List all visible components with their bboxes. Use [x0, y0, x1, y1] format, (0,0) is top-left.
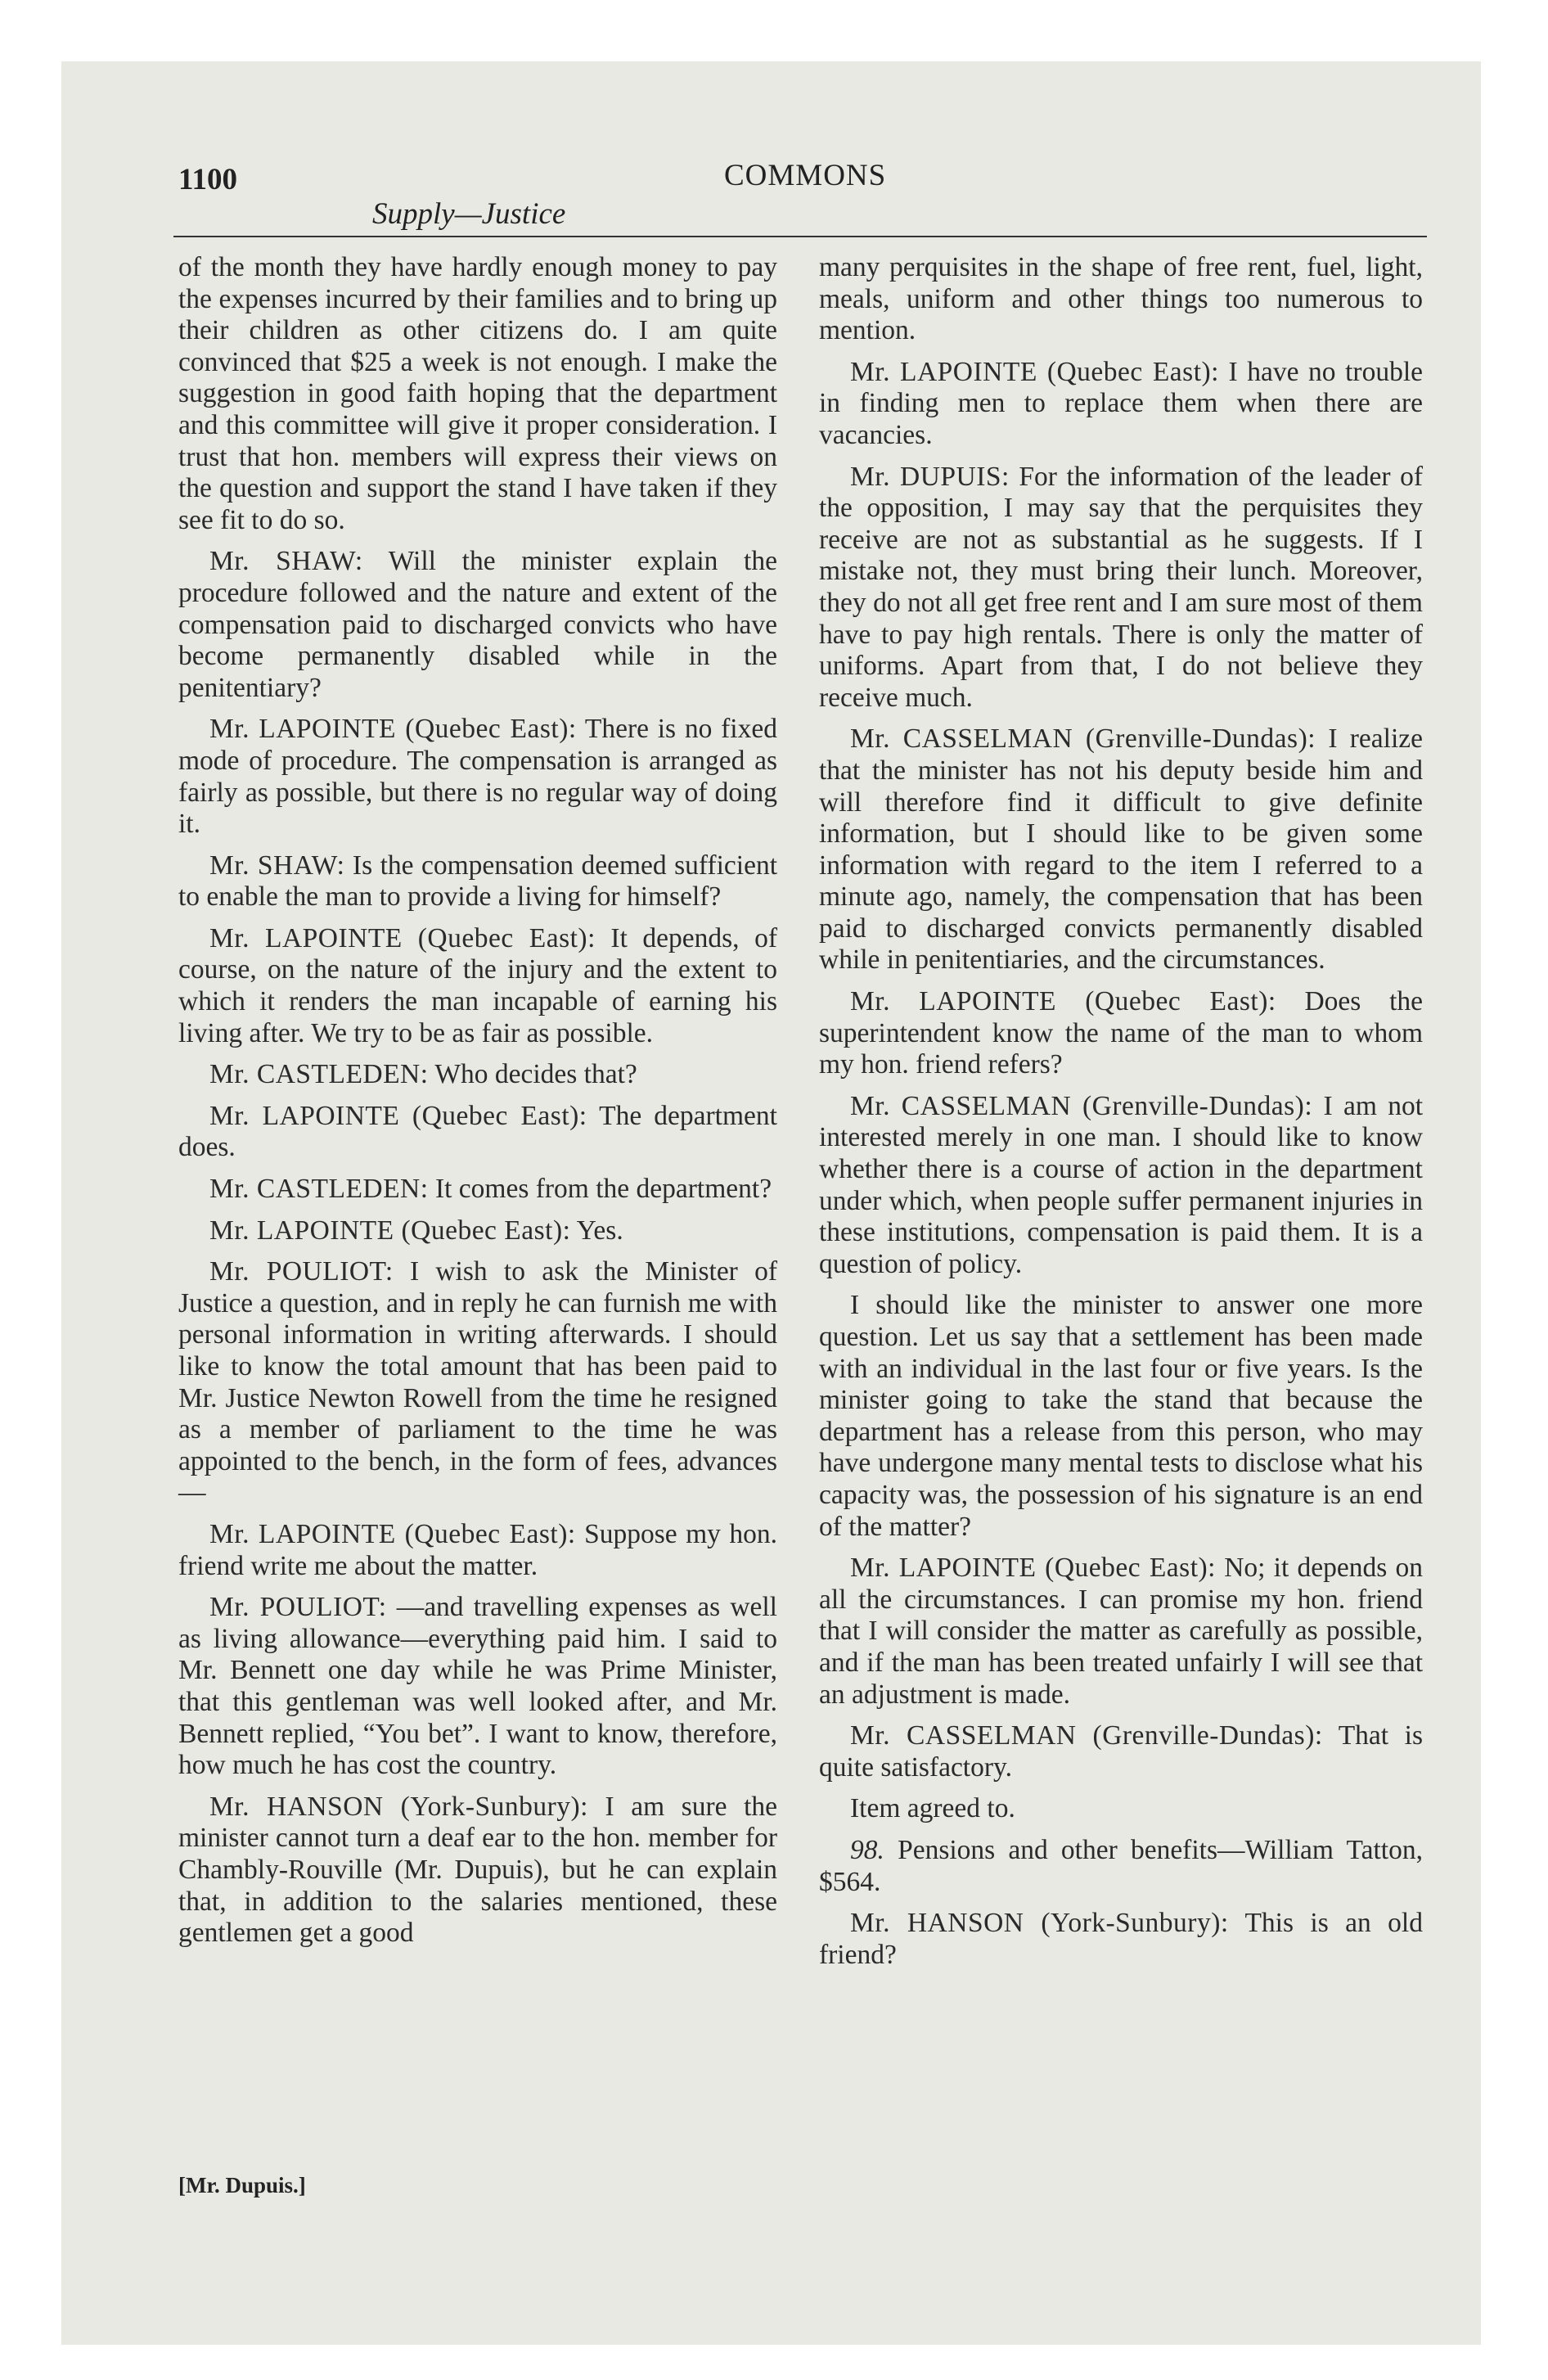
- speaker: Mr. CASTLEDEN:: [209, 1174, 429, 1205]
- paragraph: Mr. CASTLEDEN: Who decides that?: [209, 1059, 637, 1090]
- paragraph: Mr. SHAW: Will the minister explain the procedure followed and the nature and extent of the compensation paid to discharged convicts who have become permanently disabled while in the penitentiary?: [178, 546, 777, 703]
- item-agreed: Item agreed to.: [850, 1793, 1015, 1824]
- right-column: [819, 252, 1423, 1981]
- speaker: Mr. LAPOINTE (Quebec East):: [850, 356, 1219, 387]
- paragraph: Mr. SHAW: Is the compensation deemed sufficient to enable the man to provide a living for himself?: [178, 850, 777, 913]
- speaker: Mr. LAPOINTE (Quebec East):: [209, 922, 596, 953]
- speaker: Mr. LAPOINTE (Quebec East):: [209, 714, 577, 745]
- running-title: COMMONS: [724, 159, 887, 192]
- page-number: 1100: [178, 163, 237, 196]
- speaker: Mr. HANSON (York-Sunbury):: [209, 1791, 588, 1822]
- paragraph: Mr. LAPOINTE (Quebec East): Yes.: [209, 1215, 623, 1246]
- paragraph: Mr. CASSELMAN (Grenville-Dundas): That is quite satisfactory.: [819, 1720, 1424, 1783]
- paragraph: many perquisites in the shape of free rent, fuel, light, meals, uniform and other things too numerous to mention.: [819, 252, 1423, 346]
- speaker: Mr. CASSELMAN (Grenville-Dundas):: [850, 1090, 1313, 1121]
- paragraph: I should like the minister to answer one more question. Let us say that a settlement has been made with an individual in the last four or five years. Is the minister going to take the stand that because the department has a release from this person, who may have undergone many mental tests to disclose what his capacity was, the possession of his signature is an end of the matter?: [819, 1290, 1423, 1542]
- paragraph: Mr. LAPOINTE (Quebec East): No; it depends on all the circumstances. I can promise my hon. friend that I will consider the matter as carefully as possible, and if the man has been treated unfairly I will see that an adjustment is made.: [819, 1553, 1423, 1710]
- paragraph: Mr. LAPOINTE (Quebec East): I have no trouble in finding men to replace them when there are vacancies.: [819, 356, 1423, 450]
- paragraph: Mr. LAPOINTE (Quebec East): The department does.: [178, 1100, 777, 1163]
- speaker: Mr. POULIOT:: [209, 1256, 394, 1287]
- paragraph: Mr. HANSON (York-Sunbury): This is an old friend?: [819, 1908, 1423, 1970]
- speaker: Mr. LAPOINTE (Quebec East):: [850, 986, 1276, 1017]
- header-rule: [173, 236, 1427, 237]
- paragraph: Mr. DUPUIS: For the information of the leader of the opposition, I may say that the perquisites they receive are not as substantial as he suggests. If I mistake not, they must bring their lunch. Moreover, they do not all get free rent and I am sure most of them have to pay high rentals. There is only the matter of uniforms. Apart from that, I do not believe they receive much.: [819, 461, 1424, 713]
- paragraph: Mr. CASTLEDEN: It comes from the department?: [209, 1174, 772, 1205]
- paragraph: Mr. LAPOINTE (Quebec East): Suppose my hon. friend write me about the matter.: [178, 1518, 777, 1581]
- paragraph: Mr. CASSELMAN (Grenville-Dundas): I realize that the minister has not his deputy beside him and will therefore find it difficult to give definite information, but I should like to be given some information with regard to the item I referred to a minute ago, namely, the compensation that has been paid to discharged convicts permanently disabled while in penitentiaries, and the circumstances.: [819, 723, 1424, 976]
- speaker: Mr. SHAW:: [209, 850, 345, 881]
- speaker: Mr. LAPOINTE (Quebec East):: [209, 1100, 587, 1131]
- paragraph: Mr. LAPOINTE (Quebec East): There is no fixed mode of procedure. The compensation is arranged as fairly as possible, but there is no regular way of doing it.: [178, 714, 777, 840]
- paragraph: Mr. CASSELMAN (Grenville-Dundas): I am not interested merely in one man. I should like to know whether there is a course of action in the department under which, when people suffer permanent injuries in these institutions, compensation is paid them. It is a question of policy.: [819, 1090, 1424, 1279]
- left-column: [178, 252, 777, 1959]
- item-number: 98.: [850, 1834, 884, 1865]
- speaker: Mr. LAPOINTE (Quebec East):: [209, 1215, 571, 1246]
- paragraph: of the month they have hardly enough money to pay the expenses incurred by their families and to bring up their children as other citizens do. I am quite convinced that $25 a week is not enough. I make the suggestion in good faith hoping that the department and this committee will give it proper consideration. I trust that hon. members will express their views on the question and support the stand I have taken if they see fit to do so.: [178, 252, 777, 535]
- paragraph: Mr. LAPOINTE (Quebec East): It depends, of course, on the nature of the injury and the extent to which it renders the man incapable of earning his living after. We try to be as fair as possible.: [178, 922, 777, 1048]
- speaker: Mr. CASTLEDEN:: [209, 1059, 429, 1090]
- speaker: Mr. HANSON (York-Sunbury):: [850, 1908, 1229, 1939]
- speaker: Mr. SHAW:: [209, 546, 363, 577]
- speaker: Mr. CASSELMAN (Grenville-Dundas):: [850, 723, 1316, 755]
- supply-item: 98. Pensions and other benefits—William Tatton, $564.: [819, 1834, 1423, 1897]
- speaker: Mr. DUPUIS:: [850, 461, 1010, 492]
- paragraph: Mr. POULIOT: —and travelling expenses as well as living allowance—everything paid him. I said to Mr. Bennett one day while he was Prime Minister, that this gentleman was well looked after, and Mr. Bennett replied, “You bet”. I want to know, therefore, how much he has cost the country.: [178, 1592, 777, 1781]
- section-title: Supply—Justice: [372, 197, 566, 231]
- speaker: Mr. LAPOINTE (Quebec East):: [850, 1553, 1216, 1584]
- speaker: Mr. CASSELMAN (Grenville-Dundas):: [850, 1720, 1323, 1751]
- speaker: Mr. LAPOINTE (Quebec East):: [209, 1518, 576, 1549]
- paragraph: Mr. POULIOT: I wish to ask the Minister of Justice a question, and in reply he can furnish me with personal information in writing afterwards. I should like to know the total amount that has been paid to Mr. Justice Newton Rowell from the time he resigned as a member of parliament to the time he was appointed to the bench, in the form of fees, advances—: [178, 1256, 778, 1508]
- paragraph: Mr. LAPOINTE (Quebec East): Does the superintendent know the name of the man to whom my hon. friend refers?: [819, 986, 1423, 1080]
- speaker: Mr. POULIOT:: [209, 1592, 387, 1623]
- speaker-footnote: [Mr. Dupuis.]: [178, 2173, 306, 2197]
- paragraph: Mr. HANSON (York-Sunbury): I am sure the minister cannot turn a deaf ear to the hon. member for Chambly-Rouville (Mr. Dupuis), but he can explain that, in addition to the salaries mentioned, these gentlemen get a good: [178, 1791, 778, 1949]
